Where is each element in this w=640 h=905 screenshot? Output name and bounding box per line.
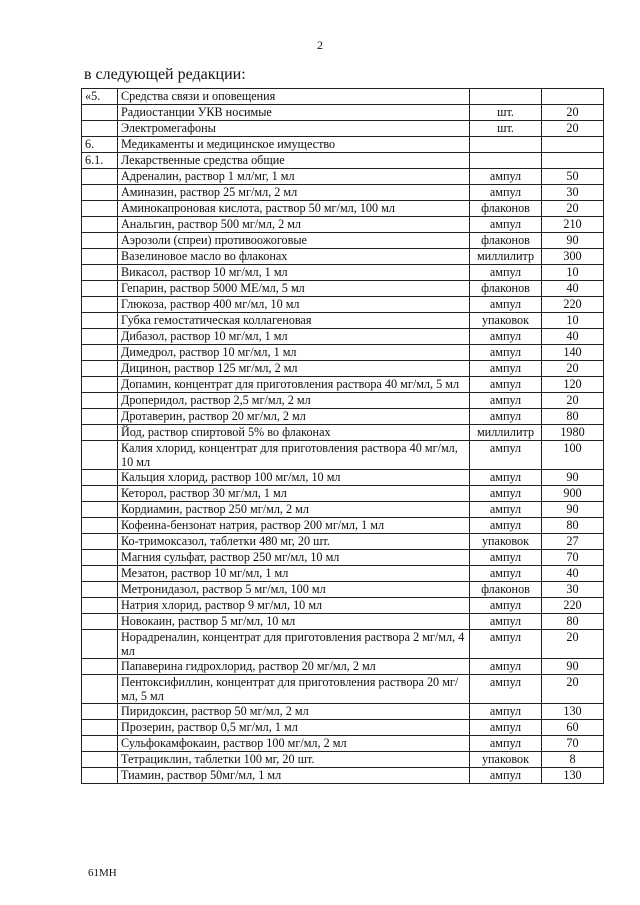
item-name: Сульфокамфокаин, раствор 100 мг/мл, 2 мл [118, 736, 470, 752]
items-table-body [82, 89, 604, 784]
item-quantity: 130 [542, 704, 604, 720]
row-number [82, 704, 118, 720]
row-number [82, 425, 118, 441]
row-number [82, 630, 118, 659]
row-number [82, 720, 118, 736]
item-quantity: 90 [542, 502, 604, 518]
item-quantity: 20 [542, 201, 604, 217]
item-quantity: 100 [542, 441, 604, 470]
row-number [82, 768, 118, 784]
table-row [82, 249, 604, 265]
item-name: Кофеина-бензонат натрия, раствор 200 мг/мл, 1 мл [118, 518, 470, 534]
row-number [82, 566, 118, 582]
table-row [82, 470, 604, 486]
row-number [82, 121, 118, 137]
row-number [82, 441, 118, 470]
intro-text: в следующей редакции: [84, 66, 246, 83]
item-quantity: 80 [542, 409, 604, 425]
item-unit: ампул [470, 265, 542, 281]
item-unit: шт. [470, 121, 542, 137]
item-unit: ампул [470, 297, 542, 313]
item-quantity: 1980 [542, 425, 604, 441]
table-row [82, 582, 604, 598]
table-row [82, 598, 604, 614]
item-quantity: 20 [542, 105, 604, 121]
item-quantity: 80 [542, 518, 604, 534]
item-name: Мезатон, раствор 10 мг/мл, 1 мл [118, 566, 470, 582]
item-quantity: 90 [542, 233, 604, 249]
table-row [82, 137, 604, 153]
row-number [82, 169, 118, 185]
item-unit: ампул [470, 470, 542, 486]
row-number [82, 329, 118, 345]
item-name: Адреналин, раствор 1 мл/мг, 1 мл [118, 169, 470, 185]
item-unit: упаковок [470, 313, 542, 329]
item-name: Прозерин, раствор 0,5 мг/мл, 1 мл [118, 720, 470, 736]
item-name: Дротаверин, раствор 20 мг/мл, 2 мл [118, 409, 470, 425]
table-row [82, 377, 604, 393]
item-unit: флаконов [470, 201, 542, 217]
row-number: «5. [82, 89, 118, 105]
item-quantity: 220 [542, 598, 604, 614]
item-unit: ампул [470, 720, 542, 736]
item-name: Пиридоксин, раствор 50 мг/мл, 2 мл [118, 704, 470, 720]
row-number [82, 598, 118, 614]
footer-code: 61МН [88, 867, 117, 879]
table-row [82, 486, 604, 502]
item-unit: ампул [470, 630, 542, 659]
item-name: Пентоксифиллин, концентрат для приготовления раствора 20 мг/мл, 5 мл [118, 675, 470, 704]
item-quantity: 20 [542, 393, 604, 409]
item-unit: ампул [470, 566, 542, 582]
item-name: Глюкоза, раствор 400 мг/мл, 10 мл [118, 297, 470, 313]
item-quantity: 40 [542, 566, 604, 582]
table-row [82, 121, 604, 137]
item-name: Вазелиновое масло во флаконах [118, 249, 470, 265]
item-quantity: 40 [542, 329, 604, 345]
item-unit: миллилитр [470, 425, 542, 441]
item-name: Калия хлорид, концентрат для приготовления раствора 40 мг/мл, 10 мл [118, 441, 470, 470]
item-unit: флаконов [470, 582, 542, 598]
item-quantity: 70 [542, 550, 604, 566]
item-name: Электромегафоны [118, 121, 470, 137]
row-number [82, 518, 118, 534]
table-row [82, 614, 604, 630]
item-name: Кальция хлорид, раствор 100 мг/мл, 10 мл [118, 470, 470, 486]
item-unit: ампул [470, 675, 542, 704]
item-unit: упаковок [470, 752, 542, 768]
items-table [81, 88, 604, 784]
row-number [82, 534, 118, 550]
item-unit [470, 137, 542, 153]
table-row [82, 361, 604, 377]
item-quantity: 120 [542, 377, 604, 393]
item-quantity: 70 [542, 736, 604, 752]
item-quantity: 140 [542, 345, 604, 361]
item-unit: ампул [470, 393, 542, 409]
item-name: Средства связи и оповещения [118, 89, 470, 105]
item-quantity: 220 [542, 297, 604, 313]
table-row [82, 752, 604, 768]
item-quantity: 30 [542, 185, 604, 201]
item-unit: ампул [470, 441, 542, 470]
item-unit: флаконов [470, 281, 542, 297]
table-row [82, 105, 604, 121]
item-unit: ампул [470, 704, 542, 720]
row-number [82, 675, 118, 704]
item-quantity: 10 [542, 313, 604, 329]
item-name: Дицинон, раствор 125 мг/мл, 2 мл [118, 361, 470, 377]
row-number [82, 105, 118, 121]
row-number [82, 249, 118, 265]
item-name: Аэрозоли (спреи) противоожоговые [118, 233, 470, 249]
item-name: Йод, раствор спиртовой 5% во флаконах [118, 425, 470, 441]
item-unit: ампул [470, 361, 542, 377]
table-row [82, 281, 604, 297]
item-quantity: 20 [542, 361, 604, 377]
item-unit: ампул [470, 377, 542, 393]
table-row [82, 169, 604, 185]
page-number: 2 [317, 38, 323, 52]
item-name: Норадреналин, концентрат для приготовления раствора 2 мг/мл, 4 мл [118, 630, 470, 659]
item-unit [470, 89, 542, 105]
item-name: Натрия хлорид, раствор 9 мг/мл, 10 мл [118, 598, 470, 614]
row-number [82, 265, 118, 281]
item-unit [470, 153, 542, 169]
item-name: Димедрол, раствор 10 мг/мл, 1 мл [118, 345, 470, 361]
item-quantity: 60 [542, 720, 604, 736]
table-row [82, 409, 604, 425]
item-quantity [542, 89, 604, 105]
table-row [82, 233, 604, 249]
table-row [82, 736, 604, 752]
table-row [82, 201, 604, 217]
item-unit: упаковок [470, 534, 542, 550]
table-row [82, 89, 604, 105]
item-name: Гепарин, раствор 5000 МЕ/мл, 5 мл [118, 281, 470, 297]
item-unit: ампул [470, 598, 542, 614]
item-unit: ампул [470, 409, 542, 425]
table-row [82, 185, 604, 201]
item-name: Радиостанции УКВ носимые [118, 105, 470, 121]
row-number [82, 281, 118, 297]
row-number [82, 502, 118, 518]
table-row [82, 393, 604, 409]
item-name: Лекарственные средства общие [118, 153, 470, 169]
item-name: Папаверина гидрохлорид, раствор 20 мг/мл, 2 мл [118, 659, 470, 675]
item-name: Кеторол, раствор 30 мг/мл, 1 мл [118, 486, 470, 502]
row-number [82, 345, 118, 361]
item-name: Метронидазол, раствор 5 мг/мл, 100 мл [118, 582, 470, 598]
item-unit: ампул [470, 169, 542, 185]
row-number [82, 486, 118, 502]
item-unit: ампул [470, 550, 542, 566]
row-number [82, 185, 118, 201]
item-unit: шт. [470, 105, 542, 121]
row-number [82, 736, 118, 752]
item-quantity: 10 [542, 265, 604, 281]
table-row [82, 550, 604, 566]
item-quantity: 50 [542, 169, 604, 185]
item-unit: флаконов [470, 233, 542, 249]
table-row [82, 566, 604, 582]
item-quantity: 900 [542, 486, 604, 502]
item-unit: ампул [470, 486, 542, 502]
item-quantity: 80 [542, 614, 604, 630]
item-unit: ампул [470, 659, 542, 675]
row-number [82, 361, 118, 377]
item-quantity: 40 [542, 281, 604, 297]
table-row [82, 768, 604, 784]
item-quantity: 20 [542, 121, 604, 137]
item-quantity [542, 153, 604, 169]
item-quantity: 90 [542, 470, 604, 486]
item-quantity: 30 [542, 582, 604, 598]
item-unit: ампул [470, 768, 542, 784]
table-row [82, 720, 604, 736]
item-name: Магния сульфат, раствор 250 мг/мл, 10 мл [118, 550, 470, 566]
table-row [82, 534, 604, 550]
table-row [82, 297, 604, 313]
row-number: 6. [82, 137, 118, 153]
item-name: Кордиамин, раствор 250 мг/мл, 2 мл [118, 502, 470, 518]
table-row [82, 502, 604, 518]
item-name: Аминокапроновая кислота, раствор 50 мг/мл, 100 мл [118, 201, 470, 217]
table-row [82, 704, 604, 720]
item-unit: миллилитр [470, 249, 542, 265]
item-unit: ампул [470, 345, 542, 361]
item-quantity: 210 [542, 217, 604, 233]
item-name: Ко-тримоксазол, таблетки 480 мг, 20 шт. [118, 534, 470, 550]
item-unit: ампул [470, 329, 542, 345]
item-name: Анальгин, раствор 500 мг/мл, 2 мл [118, 217, 470, 233]
item-unit: ампул [470, 736, 542, 752]
row-number [82, 550, 118, 566]
item-name: Дибазол, раствор 10 мг/мл, 1 мл [118, 329, 470, 345]
item-unit: ампул [470, 502, 542, 518]
item-name: Тиамин, раствор 50мг/мл, 1 мл [118, 768, 470, 784]
item-unit: ампул [470, 185, 542, 201]
item-name: Тетрациклин, таблетки 100 мг, 20 шт. [118, 752, 470, 768]
item-unit: ампул [470, 518, 542, 534]
item-quantity: 8 [542, 752, 604, 768]
table-row [82, 345, 604, 361]
item-quantity: 300 [542, 249, 604, 265]
table-row [82, 217, 604, 233]
row-number [82, 470, 118, 486]
table-row [82, 518, 604, 534]
item-name: Аминазин, раствор 25 мг/мл, 2 мл [118, 185, 470, 201]
table-row [82, 265, 604, 281]
table-row [82, 313, 604, 329]
item-unit: ампул [470, 614, 542, 630]
item-unit: ампул [470, 217, 542, 233]
item-quantity: 130 [542, 768, 604, 784]
row-number [82, 659, 118, 675]
row-number [82, 582, 118, 598]
item-name: Губка гемостатическая коллагеновая [118, 313, 470, 329]
item-quantity: 27 [542, 534, 604, 550]
row-number [82, 614, 118, 630]
item-name: Дроперидол, раствор 2,5 мг/мл, 2 мл [118, 393, 470, 409]
table-row [82, 153, 604, 169]
item-name: Допамин, концентрат для приготовления раствора 40 мг/мл, 5 мл [118, 377, 470, 393]
table-row [82, 441, 604, 470]
row-number: 6.1. [82, 153, 118, 169]
row-number [82, 409, 118, 425]
row-number [82, 393, 118, 409]
item-name: Викасол, раствор 10 мг/мл, 1 мл [118, 265, 470, 281]
row-number [82, 752, 118, 768]
row-number [82, 313, 118, 329]
row-number [82, 201, 118, 217]
table-row [82, 659, 604, 675]
item-quantity: 90 [542, 659, 604, 675]
row-number [82, 217, 118, 233]
item-name: Новокаин, раствор 5 мг/мл, 10 мл [118, 614, 470, 630]
table-row [82, 630, 604, 659]
row-number [82, 233, 118, 249]
item-quantity: 20 [542, 630, 604, 659]
table-row [82, 329, 604, 345]
row-number [82, 377, 118, 393]
item-quantity: 20 [542, 675, 604, 704]
item-name: Медикаменты и медицинское имущество [118, 137, 470, 153]
table-row [82, 675, 604, 704]
item-quantity [542, 137, 604, 153]
row-number [82, 297, 118, 313]
table-row [82, 425, 604, 441]
